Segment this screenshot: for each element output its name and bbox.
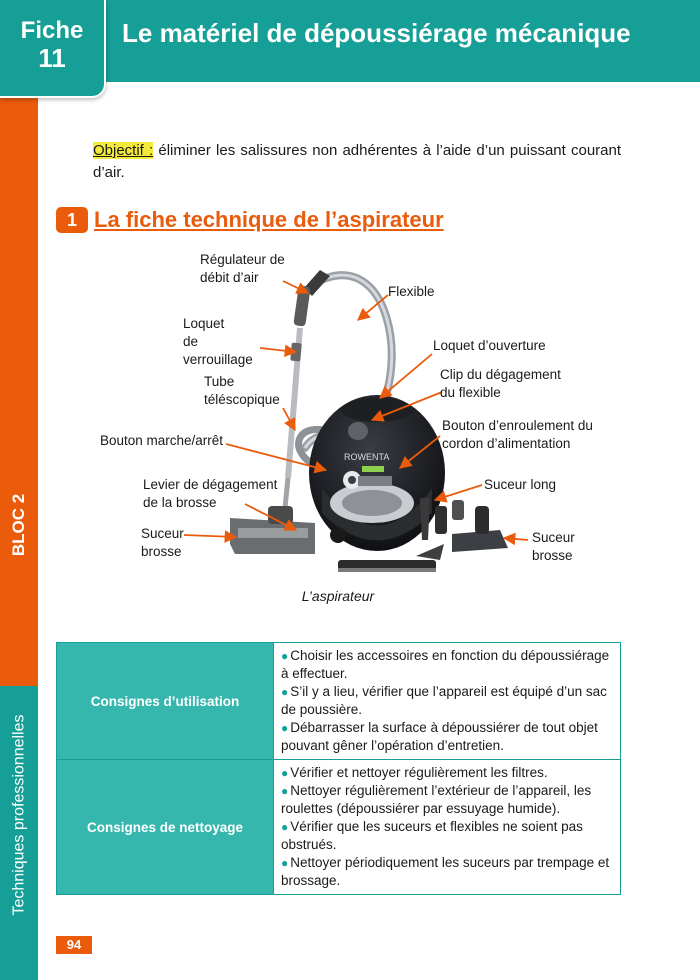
label-bouton-marche: Bouton marche/arrêt xyxy=(100,433,224,448)
table-row-content xyxy=(274,760,621,895)
consignes-table xyxy=(56,642,621,891)
page-number: 94 xyxy=(56,936,92,954)
fiche-tab xyxy=(0,0,106,98)
label-suceur-brosse-right: Suceur brosse xyxy=(532,530,575,563)
list-item: ● Vérifier que les suceurs et flexibles ne soient pas obstrués. xyxy=(281,819,583,852)
table-row-header: Consignes de nettoyage xyxy=(57,760,274,895)
label-loquet-ouverture: Loquet d’ouverture xyxy=(433,338,546,353)
floor-nozzle-shape xyxy=(416,544,444,560)
objective xyxy=(93,140,621,184)
list-item: ● S’il y a lieu, vérifier que l’appareil est équipé d’un sac de poussière. xyxy=(281,684,607,717)
objective-label: Objectif : xyxy=(93,142,154,159)
fiche-label: Fiche xyxy=(20,17,84,44)
label-tube: Tube téléscopique xyxy=(204,374,280,407)
section-label-vertical: Techniques professionnelles xyxy=(10,714,28,916)
diagram-caption: L’aspirateur xyxy=(301,588,375,604)
label-clip: Clip du dégagement du flexible xyxy=(440,367,561,400)
label-bouton-enroulement: Bouton d’enroulement du cordon d’alimentation xyxy=(442,418,593,451)
list-item: ● Nettoyer régulièrement l’extérieur de l’appareil, les roulettes (dépoussiérer par essuyage humide). xyxy=(281,783,592,816)
label-loquet-verrouillage: Loquet de verrouillage xyxy=(183,316,253,367)
label-suceur-long: Suceur long xyxy=(484,477,557,492)
section-heading xyxy=(56,207,444,233)
label-regulateur: Régulateur de débit d’air xyxy=(200,252,285,285)
list-item: ● Choisir les accessoires en fonction du dépoussiérage à effectuer. xyxy=(281,648,610,681)
table-row xyxy=(57,760,621,895)
objective-text: éliminer les salissures non adhérentes à l’aide d’un puissant courant d’air. xyxy=(93,142,622,181)
label-flexible: Flexible xyxy=(388,284,435,299)
label-suceur-brosse-left: Suceur brosse xyxy=(141,526,184,559)
label-levier: Levier de dégagement de la brosse xyxy=(143,477,278,510)
section-title: La fiche technique de l’aspirateur xyxy=(94,207,444,232)
crevice-nozzle-shape xyxy=(420,498,430,540)
list-item: ● Vérifier et nettoyer régulièrement les filtres. xyxy=(281,765,548,780)
list-item: ● Nettoyer périodiquement les suceurs par trempage et brossage. xyxy=(281,855,610,888)
list-item: ● Débarrasser la surface à dépoussiérer de tout objet pouvant gêner l’opération d’entretien. xyxy=(281,720,598,753)
table-row-content xyxy=(274,643,621,760)
page-title: Le matériel de dépoussiérage mécanique xyxy=(122,18,631,48)
fiche-number: 11 xyxy=(38,43,66,73)
table-row-header: Consignes d’utilisation xyxy=(57,643,274,760)
section-number: 1 xyxy=(56,207,88,233)
table-row xyxy=(57,643,621,760)
brand-text: ROWENTA xyxy=(344,452,390,462)
bloc-label: BLOC 2 xyxy=(9,493,28,557)
vacuum-diagram xyxy=(90,248,620,588)
